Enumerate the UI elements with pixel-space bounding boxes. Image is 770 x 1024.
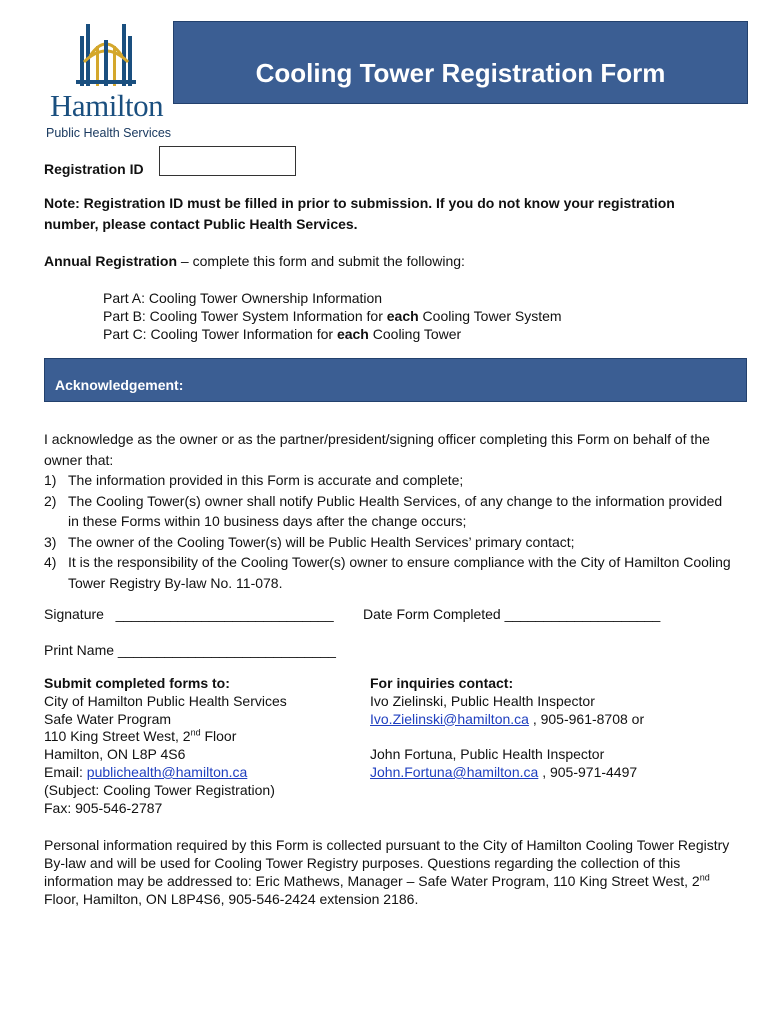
part-c-text: Part C: Cooling Tower Information for	[103, 326, 337, 342]
contact1-name: Ivo Zielinski, Public Health Inspector	[370, 692, 595, 709]
privacy-ordinal: nd	[699, 872, 710, 883]
submit-heading: Submit completed forms to:	[44, 675, 230, 691]
inquiries-section	[370, 675, 644, 782]
address-street: 110 King Street West, 2	[44, 728, 191, 745]
privacy-statement	[44, 836, 734, 908]
list-text: The owner of the Cooling Tower(s) will be Public Health Services’ primary contact;	[68, 533, 575, 550]
print-name-field[interactable]: ____________________________	[117, 642, 336, 658]
list-number: 4)	[44, 554, 57, 570]
print-name-row	[44, 642, 336, 658]
submit-email-link[interactable]: publichealth@hamilton.ca	[86, 763, 248, 780]
registration-id-input[interactable]	[159, 146, 296, 176]
inquiries-heading: For inquiries contact:	[370, 675, 514, 691]
email-label: Email:	[44, 763, 87, 780]
submit-line: City of Hamilton Public Health Services	[44, 692, 287, 709]
list-text: The Cooling Tower(s) owner shall notify Public Health Services, of any change to the information provided in these Forms within 10 business days after the change occurs;	[68, 492, 723, 529]
list-item	[44, 552, 734, 593]
submit-address	[44, 728, 287, 746]
hamilton-logo	[44, 18, 174, 143]
part-b	[103, 307, 562, 325]
privacy-text-end: Floor, Hamilton, ON L8P4S6, 905-546-2424 extension 2186.	[44, 891, 419, 907]
list-text: The information provided in this Form is accurate and complete;	[68, 472, 464, 488]
spacer	[370, 728, 644, 746]
signature-field[interactable]: ____________________________	[115, 606, 334, 622]
list-item	[44, 532, 734, 553]
acknowledgement-body	[44, 429, 734, 593]
submit-line: Safe Water Program	[44, 710, 172, 727]
part-b-text: Part B: Cooling Tower System Information for	[103, 308, 387, 324]
page-title: Cooling Tower Registration Form	[255, 58, 666, 88]
submit-section	[44, 675, 287, 817]
list-number: 1)	[44, 472, 57, 488]
parts-list	[103, 289, 562, 343]
hamilton-bridge-icon	[74, 18, 138, 90]
contact2-email-link[interactable]: John.Fortuna@hamilton.ca	[370, 763, 539, 780]
contact1-email-link[interactable]: Ivo.Zielinski@hamilton.ca	[370, 710, 529, 727]
list-item	[44, 491, 734, 532]
logo-subtitle: Public Health Services	[46, 126, 172, 140]
logo-wordmark: Hamilton	[50, 88, 164, 123]
print-name-label: Print Name	[44, 642, 115, 658]
address-ordinal: nd	[190, 727, 201, 738]
annual-registration-heading: Annual Registration	[44, 253, 178, 269]
title-banner	[173, 21, 748, 104]
list-item	[44, 470, 734, 491]
contact1-row	[370, 711, 644, 729]
list-number: 3)	[44, 533, 57, 550]
date-label: Date Form Completed	[363, 606, 501, 622]
registration-note: Note: Registration ID must be filled in prior to submission. If you do not know your registration number, please contact Public Health Services.	[44, 195, 675, 232]
date-field[interactable]: ____________________	[504, 606, 661, 622]
acknowledgement-banner	[44, 358, 747, 402]
date-row	[363, 606, 660, 622]
contact2-row	[370, 764, 644, 782]
list-text: It is the responsibility of the Cooling Tower(s) owner to ensure compliance with the City of Hamilton Cooling Tower Registry By-law No. 11-078.	[68, 554, 731, 591]
privacy-text: Personal information required by this Form is collected pursuant to the City of Hamilton Cooling Tower Registry By-law and will be used for Cooling Tower Registry purposes. Questions regarding the collection of this information may be addressed to: Eric Mathews, Manager – Safe Water Program, 110 King Street West, 2	[44, 837, 730, 889]
part-b-suffix: Cooling Tower System	[418, 308, 562, 324]
list-number: 2)	[44, 492, 57, 509]
address-floor: Floor	[200, 728, 237, 745]
signature-label: Signature	[44, 606, 104, 622]
registration-id-label: Registration ID	[44, 161, 144, 177]
submit-email-row	[44, 764, 287, 782]
part-a	[103, 289, 562, 307]
contact2-name: John Fortuna, Public Health Inspector	[370, 746, 605, 763]
annual-registration-text	[44, 253, 465, 269]
annual-registration-desc: – complete this form and submit the following:	[177, 253, 465, 269]
signature-row	[44, 606, 334, 622]
submit-subject: (Subject: Cooling Tower Registration)	[44, 781, 275, 798]
part-b-emphasis: each	[386, 308, 419, 324]
contact1-phone: , 905-961-8708 or	[528, 710, 645, 727]
contact2-phone: , 905-971-4497	[538, 763, 638, 780]
part-c-suffix: Cooling Tower	[368, 326, 462, 342]
submit-fax: Fax: 905-546-2787	[44, 799, 163, 816]
part-a-text: Part A: Cooling Tower Ownership Information	[103, 290, 383, 306]
acknowledgement-heading: Acknowledgement:	[55, 377, 184, 393]
acknowledgement-list	[44, 470, 734, 593]
part-c-emphasis: each	[336, 326, 369, 342]
submit-line: Hamilton, ON L8P 4S6	[44, 746, 186, 763]
acknowledgement-intro: I acknowledge as the owner or as the partner/president/signing officer completing this Form on behalf of the owner that:	[44, 431, 710, 468]
part-c	[103, 325, 562, 343]
